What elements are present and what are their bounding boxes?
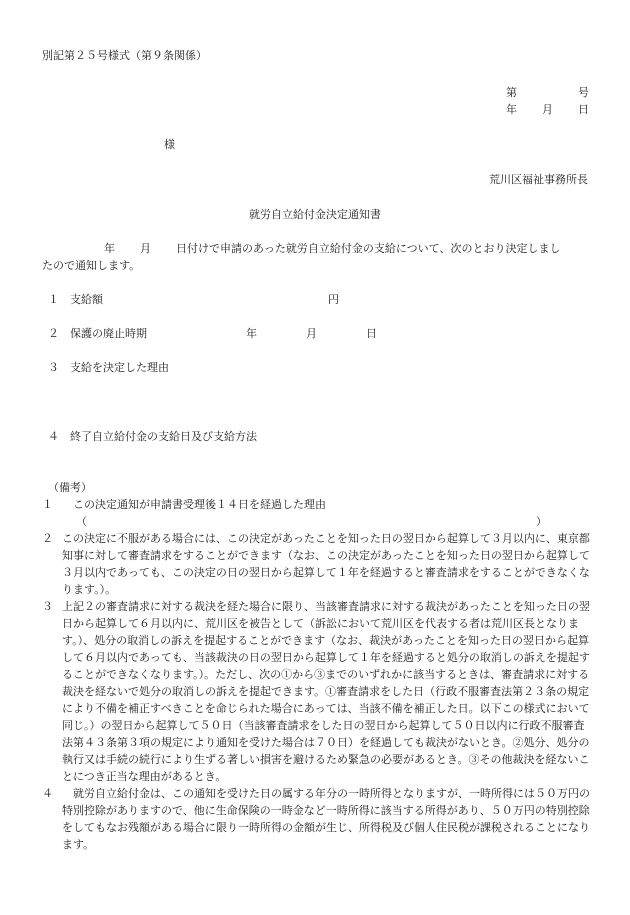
- item3-label: 支給を決定した理由: [70, 361, 169, 374]
- remark-note-2: [42, 530, 590, 598]
- number-suffix: 号: [578, 86, 589, 99]
- note4-text: 就労自立給付金は、この通知を受けた日の属する年分の一時所得となりますが、一時所得には５０万円の特別控除がありますので、他に生命保険の一時金など一時所得に該当する所得があり、５０万円の特別控除をしてもなお残額がある場合に限り一時所得の金額が生じ、所得税及び個人住民税が課税されることになります。: [62, 787, 590, 851]
- intro-year: 年: [104, 242, 115, 255]
- intro-line1: 日付けで申請のあった就労自立給付金の支給について、次のとおり決定しまし: [176, 242, 561, 255]
- intro-line2: たので通知します。: [42, 259, 141, 272]
- header-day: 日: [578, 103, 589, 116]
- note1-blank-line: [42, 513, 590, 530]
- header-month: 月: [542, 103, 553, 116]
- remarks-heading: （備考）: [48, 481, 92, 494]
- note2-number: ２: [42, 532, 53, 545]
- addressee-suffix: 様: [164, 138, 175, 151]
- note1-paren-open: （: [76, 515, 87, 528]
- note2-text: この決定に不服がある場合には、この決定があったことを知った日の翌日から起算して３月以内に、東京都知事に対して審査請求をすることができます（なお、この決定があったことを知った日の翌日から起算して３月以内であっても、この決定の日の翌日から起算して１年を経過すると審査請求をすることができなくなります。）。: [62, 532, 590, 596]
- item2-label: 保護の廃止時期: [70, 327, 147, 340]
- document-title: 就労自立給付金決定通知書: [249, 208, 381, 221]
- item1-label: 支給額: [70, 293, 103, 306]
- remark-note-1: [42, 496, 590, 513]
- item2-number: ２: [48, 327, 59, 340]
- item1-number: １: [48, 293, 59, 306]
- form-id: 別記第２５号様式（第９条関係）: [42, 49, 207, 62]
- item2-day: 日: [366, 327, 377, 340]
- note4-number: ４: [42, 787, 53, 800]
- item4-label: 終了自立給付金の支給日及び支給方法: [70, 430, 257, 443]
- note1-number: １: [42, 498, 53, 511]
- note1-text: この決定通知が申請書受理後１４日を経過した理由: [62, 498, 326, 511]
- remark-note-4: [42, 785, 590, 853]
- number-prefix: 第: [506, 86, 517, 99]
- item2-year: 年: [246, 327, 257, 340]
- intro-month: 月: [140, 242, 151, 255]
- issuer: 荒川区福祉事務所長: [489, 173, 588, 186]
- note3-number: ３: [42, 600, 53, 613]
- note3-text: 上記２の審査請求に対する裁決を経た場合に限り、当該審査請求に対する裁決があったことを知った日の翌日から起算して６月以内に、荒川区を被告として（訴訟において荒川区を代表する者は荒川区長となります。）、処分の取消しの訴えを提起することができます（なお、裁決があったことを知った日の翌日から起算して６月以内であっても、当該裁決の日の翌日から起算して１年を経過すると処分の取消しの訴えを提起することができなくなります。）。ただし、次の①から③までのいずれかに該当するときは、審査請求に対する裁決を経ないで処分の取消しの訴えを提起できます。①審査請求をした日（行政不服審査法第２３条の規定により不備を補正すべきことを命じられた場合にあっては、当該不備を補正した日。以下この様式において同じ。）の翌日から起算して５０日（当該審査請求をした日の翌日から起算して５０日以内に行政不服審査法第４３条第３項の規定により通知を受けた場合は７０日）を経過しても裁決がないとき。②処分、処分の執行又は手続の続行により生ずる著しい損害を避けるため緊急の必要があるとき。③その他裁決を経ないことにつき正当な理由があるとき。: [62, 600, 590, 783]
- item2-month: 月: [306, 327, 317, 340]
- header-year: 年: [506, 103, 517, 116]
- remark-note-3: [42, 598, 590, 785]
- remarks-notes: [42, 496, 590, 853]
- item1-unit: 円: [328, 293, 339, 306]
- note1-paren-close: ）: [536, 515, 547, 528]
- item4-number: ４: [48, 430, 59, 443]
- item3-number: ３: [48, 361, 59, 374]
